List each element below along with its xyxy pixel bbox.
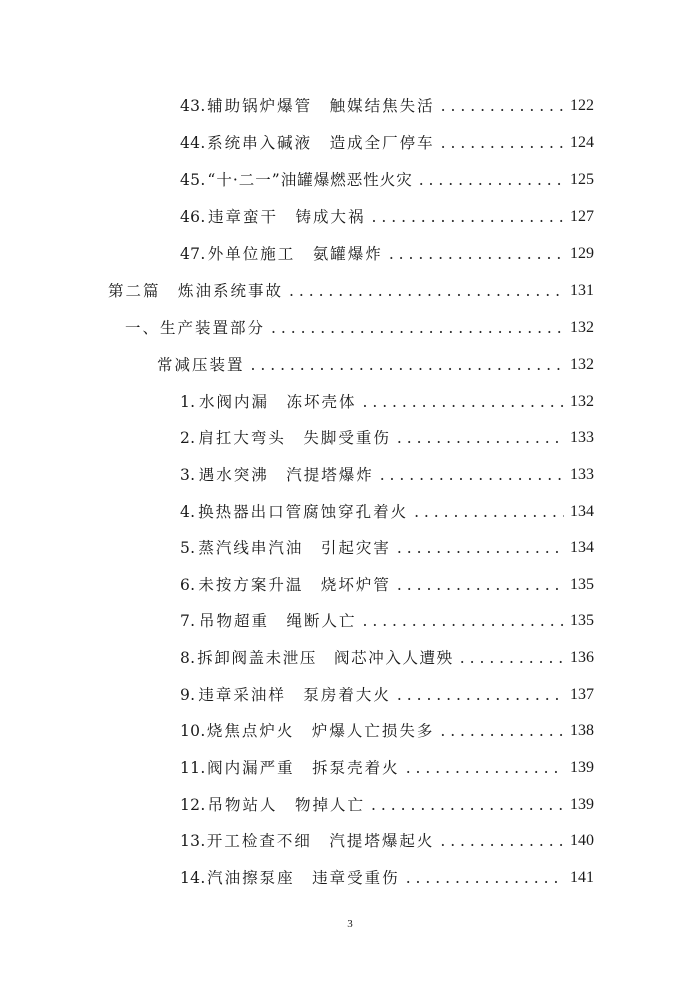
toc-entry-title: 水阀内漏 冻坏壳体 [198, 393, 357, 411]
toc-entry-page: 134 [570, 539, 594, 556]
toc-entry-page: 133 [570, 429, 594, 446]
toc-leader-dots [441, 96, 564, 116]
toc-entry-page: 129 [570, 245, 594, 262]
toc-leader-dots [380, 465, 564, 485]
toc-leader-dots [271, 318, 564, 338]
toc-entry-page: 132 [570, 319, 594, 336]
toc-entry-title: 系统串入碱液 造成全厂停车 [207, 134, 435, 152]
toc-leader-dots [419, 170, 564, 190]
toc-entry [180, 162, 594, 190]
toc-entry [180, 860, 594, 888]
toc-entry [180, 88, 594, 116]
toc-entry-title: 辅助锅炉爆管 触媒结焦失活 [207, 97, 435, 115]
toc-entry-number: 1. [180, 393, 196, 411]
toc-leader-dots [406, 758, 564, 778]
toc-entry-title: 换热器出口管腐蚀穿孔着火 [198, 503, 409, 521]
toc-entry-title: 一、生产装置部分 [125, 319, 266, 337]
toc-entry-page: 132 [570, 356, 594, 373]
toc-entry-number: 44. [180, 134, 206, 152]
toc-leader-dots [440, 831, 564, 851]
toc-leader-dots [406, 868, 564, 888]
toc-entry-number: 46. [180, 208, 206, 226]
toc-entry-page: 134 [570, 503, 594, 520]
toc-leader-dots [363, 611, 565, 631]
toc-entry-number: 14. [180, 869, 206, 887]
toc-leader-dots [397, 575, 564, 595]
toc-leader-dots [414, 502, 564, 522]
toc-leader-dots [460, 648, 564, 668]
toc-leader-dots [397, 685, 564, 705]
toc-entry-number: 47. [180, 245, 206, 263]
toc-entry [180, 125, 594, 153]
toc-entry-title: 肩扛大弯头 失脚受重伤 [198, 429, 391, 447]
toc-entry [180, 567, 594, 595]
toc-entry-number: 43. [180, 97, 206, 115]
toc-section-heading [125, 310, 594, 338]
toc-entry-number: 11. [180, 759, 206, 777]
toc-entry [180, 420, 594, 448]
toc-entry-title: 蒸汽线串汽油 引起灾害 [198, 539, 391, 557]
toc-entry-page: 127 [570, 208, 594, 225]
toc-entry-title: 遇水突沸 汽提塔爆炸 [198, 466, 374, 484]
toc-part-heading [108, 273, 594, 301]
toc-entry-number: 10. [180, 722, 206, 740]
toc-entry-title: 未按方案升温 烧坏炉管 [198, 576, 391, 594]
toc-entry-number: 12. [180, 796, 206, 814]
toc-leader-dots [251, 355, 564, 375]
toc-entry-title: 烧焦点炉火 炉爆人亡损失多 [206, 722, 435, 740]
toc-leader-dots [389, 244, 564, 264]
toc-entry-page: 135 [570, 576, 594, 593]
toc-leader-dots [372, 207, 564, 227]
toc-entry [180, 640, 594, 668]
toc-entry-page: 124 [570, 134, 594, 151]
page-number: 3 [347, 918, 353, 930]
toc-entry [180, 713, 594, 741]
toc-entry-title: 开工检查不细 汽提塔爆起火 [206, 832, 435, 850]
toc-entry-title: 阀内漏严重 拆泵壳着火 [207, 759, 400, 777]
toc-entry-title: 汽油擦泵座 违章受重伤 [207, 869, 400, 887]
toc-entry [180, 603, 594, 631]
toc-entry [180, 787, 594, 815]
toc-entry-page: 125 [570, 171, 594, 188]
toc-subsection-heading [157, 347, 594, 375]
toc-entry-page: 136 [570, 649, 594, 666]
toc-entry [180, 384, 594, 412]
toc-entry-title: 拆卸阀盖未泄压 阀芯冲入人遭殃 [197, 649, 454, 667]
toc-entry [180, 457, 594, 485]
toc-entry [180, 530, 594, 558]
toc-leader-dots [371, 795, 564, 815]
toc-entry-page: 139 [570, 796, 594, 813]
toc-leader-dots [289, 281, 564, 301]
toc-leader-dots [397, 428, 564, 448]
toc-entry-number: 6. [180, 576, 196, 594]
toc-entry-number: 4. [180, 503, 196, 521]
toc-entry-page: 133 [570, 466, 594, 483]
toc-entry-page: 139 [570, 759, 594, 776]
toc-entry-title: 吊物站人 物掉人亡 [207, 796, 366, 814]
toc-entry-number: 3. [180, 466, 196, 484]
toc-entry-number: 9. [180, 686, 196, 704]
toc-entry [180, 750, 594, 778]
toc-entry [180, 199, 594, 227]
toc-entry-page: 140 [570, 832, 594, 849]
toc-entry-page: 138 [570, 722, 594, 739]
toc-entry-title: 第二篇 炼油系统事故 [108, 282, 284, 300]
toc-entry [180, 494, 594, 522]
toc-entry-title: 违章采油样 泵房着大火 [198, 686, 391, 704]
toc-leader-dots [397, 538, 564, 558]
toc-entry-title: 违章蛮干 铸成大祸 [208, 208, 366, 226]
toc-entry-title: 外单位施工 氨罐爆炸 [207, 245, 383, 263]
toc-entry-number: 2. [180, 429, 196, 447]
toc-leader-dots [441, 133, 564, 153]
toc-entry-page: 122 [570, 97, 594, 114]
toc-entry-page: 132 [570, 393, 594, 410]
toc-entry-page: 137 [570, 686, 594, 703]
toc-entry-number: 7. [180, 612, 196, 630]
toc-entry-page: 135 [570, 612, 594, 629]
toc-entry-title: 吊物超重 绳断人亡 [198, 612, 357, 630]
toc-entry [180, 823, 594, 851]
toc-entry-number: 45. [180, 171, 206, 189]
toc-entry-number: 5. [180, 539, 196, 557]
toc-entry-number: 8. [180, 649, 196, 667]
toc-entry-title: 常减压装置 [157, 356, 245, 374]
toc-entry-number: 13. [180, 832, 206, 850]
toc-entry [180, 236, 594, 264]
toc-leader-dots [363, 392, 565, 412]
toc-entry [180, 677, 594, 705]
toc-entry-page: 141 [570, 869, 594, 886]
toc-leader-dots [440, 721, 564, 741]
toc-entry-title: “十·二一”油罐爆燃恶性火灾 [207, 171, 413, 189]
toc-entry-page: 131 [570, 282, 594, 299]
